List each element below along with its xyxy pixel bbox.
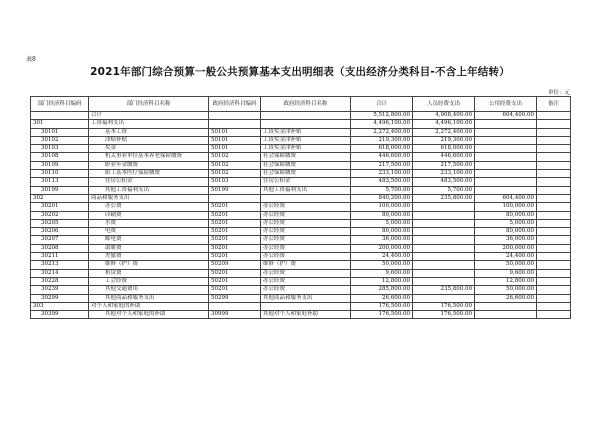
table-cell [475,128,537,136]
table-cell [537,194,571,202]
table-cell: 604,400.00 [475,194,537,202]
table-row [31,228,571,236]
table-cell: 维修（护）费 [89,261,209,269]
table-cell: 30999 [209,311,261,319]
table-cell: 其他对个人和家庭补助 [261,311,351,319]
table-cell: 50201 [209,277,261,285]
table-cell [537,211,571,219]
table-row [31,128,571,136]
table-cell [209,194,261,202]
table-row [31,302,571,310]
table-cell [31,112,89,120]
table-cell: 50,000.00 [351,261,413,269]
table-row [31,236,571,244]
table-row [31,219,571,227]
table-cell: 30211 [31,253,89,261]
table-cell: 50201 [209,253,261,261]
table-cell: 其他交通费用 [89,286,209,294]
column-header: 备注 [537,97,571,112]
table-cell [261,194,351,202]
table-cell [475,178,537,186]
table-cell [537,161,571,169]
table-cell [537,128,571,136]
table-cell: 50201 [209,203,261,211]
table-cell: 80,000.00 [351,211,413,219]
table-cell: 100,000.00 [351,203,413,211]
table-cell: 80,000.00 [475,228,537,236]
table-cell: 30101 [31,128,89,136]
table-cell: 36,000.00 [475,236,537,244]
table-cell: 9,600.00 [475,269,537,277]
table-cell: 50199 [209,186,261,194]
column-header: 部门经济科目编码 [31,97,89,112]
table-cell: 618,000.00 [413,145,475,153]
table-cell: 50201 [209,219,261,227]
table-cell: 176,500.00 [351,302,413,310]
table-cell [261,302,351,310]
table-cell: 30299 [31,294,89,302]
table-cell: 办公经费 [261,253,351,261]
table-cell: 办公经费 [261,211,351,219]
table-cell: 2,272,400.00 [413,128,475,136]
table-cell [475,161,537,169]
table-cell [537,219,571,227]
table-cell: 社会保障缴费 [261,161,351,169]
table-cell: 30399 [31,311,89,319]
table-row [31,186,571,194]
table-cell: 5,000.00 [475,219,537,227]
column-header: 合计 [351,97,413,112]
table-cell [475,153,537,161]
table-row [31,145,571,153]
table-cell: 30110 [31,170,89,178]
table-row [31,170,571,178]
table-row [31,311,571,319]
column-header: 政府经济科目名称 [261,97,351,112]
table-cell: 4,908,400.00 [413,112,475,120]
table-cell: 217,500.00 [413,161,475,169]
column-header: 人员经费支出 [413,97,475,112]
table-cell: 235,800.00 [413,194,475,202]
table-cell: 工资福利支出 [89,120,209,128]
table-cell [413,261,475,269]
table-cell: 50101 [209,145,261,153]
table-cell: 办公费 [89,203,209,211]
table-cell: 483,500.00 [351,178,413,186]
table-cell: 219,300.00 [413,136,475,144]
table-cell [413,253,475,261]
table-cell: 176,500.00 [351,311,413,319]
table-cell: 办公经费 [261,269,351,277]
table-cell: 840,200.00 [351,194,413,202]
table-cell: 4,496,100.00 [413,120,475,128]
header-row [31,97,571,112]
table-cell: 50209 [209,261,261,269]
table-row [31,253,571,261]
table-cell: 办公经费 [261,277,351,285]
table-cell: 其他对个人和家庭的补助 [89,311,209,319]
table-cell: 30207 [31,236,89,244]
table-cell: 618,000.00 [351,145,413,153]
table-cell: 50101 [209,136,261,144]
table-row [31,153,571,161]
table-cell: 津贴补贴 [89,136,209,144]
table-cell: 50201 [209,228,261,236]
table-cell: 社会保障缴费 [261,153,351,161]
table-cell: 电费 [89,228,209,236]
table-cell: 其他商品和服务支出 [89,294,209,302]
table-cell: 36,000.00 [351,236,413,244]
table-cell: 24,400.00 [475,253,537,261]
table-cell: 职工基本医疗保险缴费 [89,170,209,178]
table-cell: 200,000.00 [475,244,537,252]
table-cell [413,203,475,211]
table-cell [475,186,537,194]
table-cell: 其他工资福利支出 [261,186,351,194]
table-cell [261,112,351,120]
table-cell: 其他工资福利支出 [89,186,209,194]
table-cell [413,236,475,244]
table-body [31,112,571,319]
table-cell: 其他商品和服务支出 [261,294,351,302]
table-cell [413,244,475,252]
table-cell: 50101 [209,128,261,136]
table-cell: 办公经费 [261,228,351,236]
table-number: 表8 [26,56,36,63]
table-cell: 26,600.00 [351,294,413,302]
table-cell: 30202 [31,211,89,219]
table-cell [537,120,571,128]
table-cell [537,286,571,294]
table-cell: 30108 [31,153,89,161]
table-cell [537,203,571,211]
table-cell [413,228,475,236]
table-cell: 办公经费 [261,236,351,244]
table-cell: 50,000.00 [475,286,537,294]
table-cell: 50,000.00 [475,261,537,269]
column-header: 部门经济科目名称 [89,97,209,112]
table-cell: 住房公积金 [89,178,209,186]
table-cell: 80,000.00 [351,228,413,236]
table-row [31,136,571,144]
table-cell: 604,400.00 [475,112,537,120]
table-cell [209,302,261,310]
table-row [31,277,571,285]
table-cell [537,261,571,269]
column-header: 公用经费支出 [475,97,537,112]
table-cell: 5,700.00 [351,186,413,194]
table-cell: 26,600.00 [475,294,537,302]
table-cell: 住房公积金 [261,178,351,186]
table-cell [261,120,351,128]
table-cell: 印刷费 [89,211,209,219]
table-cell: 50103 [209,178,261,186]
table-cell: 30213 [31,261,89,269]
table-cell [537,294,571,302]
table-cell [537,186,571,194]
table-row [31,112,571,120]
table-cell: 基本工资 [89,128,209,136]
table-cell [537,170,571,178]
table-cell: 30113 [31,178,89,186]
table-row [31,269,571,277]
table-cell: 50102 [209,161,261,169]
table-cell: 办公经费 [261,219,351,227]
table-cell: 50201 [209,236,261,244]
table-cell: 办公经费 [261,286,351,294]
table-cell [413,211,475,219]
table-cell: 446,600.00 [351,153,413,161]
table-cell [537,153,571,161]
table-row [31,261,571,269]
table-cell: 24,400.00 [351,253,413,261]
table-cell: 30214 [31,269,89,277]
table-cell [209,120,261,128]
table-cell: 商品和服务支出 [89,194,209,202]
table-cell: 办公经费 [261,244,351,252]
table-cell: 301 [31,120,89,128]
table-cell [537,178,571,186]
table-cell: 235,800.00 [413,286,475,294]
table-cell: 302 [31,194,89,202]
table-cell: 4,496,100.00 [351,120,413,128]
table-cell: 租赁费 [89,269,209,277]
table-cell: 5,512,800.00 [351,112,413,120]
table-cell [537,277,571,285]
table-cell: 30206 [31,228,89,236]
table-cell: 差旅费 [89,253,209,261]
table-cell: 100,000.00 [475,203,537,211]
column-header: 政府经济科目编码 [209,97,261,112]
table-cell [475,302,537,310]
table-row [31,194,571,202]
table-row [31,211,571,219]
table-cell: 30109 [31,161,89,169]
table-cell: 职业年金缴费 [89,161,209,169]
table-cell [537,145,571,153]
table-cell: 办公经费 [261,203,351,211]
table-cell: 5,700.00 [413,186,475,194]
table-cell: 2,272,400.00 [351,128,413,136]
table-cell [537,228,571,236]
table-cell: 维修（护）费 [261,261,351,269]
table-cell: 219,300.00 [351,136,413,144]
table-row [31,120,571,128]
table-cell: 工会经费 [89,277,209,285]
table-cell [475,311,537,319]
table-cell: 奖金 [89,145,209,153]
table-cell [537,302,571,310]
table-row [31,294,571,302]
table-cell: 50201 [209,211,261,219]
table-cell: 233,100.00 [351,170,413,178]
table-cell: 30103 [31,145,89,153]
table-cell [413,277,475,285]
table-cell [413,219,475,227]
table-cell: 30199 [31,186,89,194]
page-title: 2021年部门综合预算一般公共预算基本支出明细表（支出经济分类科目-不含上年结转） [90,66,510,78]
table-cell: 50201 [209,269,261,277]
table-row [31,286,571,294]
table-cell: 工资奖金津补贴 [261,128,351,136]
table-cell: 483,500.00 [413,178,475,186]
table-row [31,161,571,169]
table-cell [537,236,571,244]
table-cell: 30201 [31,203,89,211]
table-cell: 30208 [31,244,89,252]
table-cell: 30205 [31,219,89,227]
table-cell: 工资奖金津补贴 [261,145,351,153]
table-cell: 233,100.00 [413,170,475,178]
table-cell [475,136,537,144]
table-cell: 12,800.00 [475,277,537,285]
table-cell: 对个人和家庭的补助 [89,302,209,310]
table-cell [537,136,571,144]
unit-label: 单位：元 [547,90,570,96]
table-cell: 176,500.00 [413,311,475,319]
table-cell: 446,600.00 [413,153,475,161]
table-cell [413,269,475,277]
table-cell [475,145,537,153]
table-cell: 合计 [89,112,209,120]
table-cell [537,269,571,277]
table-cell [475,120,537,128]
table-cell: 200,000.00 [351,244,413,252]
table-cell: 5,000.00 [351,219,413,227]
table-cell: 社会保障缴费 [261,170,351,178]
table-cell: 邮电费 [89,236,209,244]
table-cell: 30102 [31,136,89,144]
table-cell: 工资奖金津补贴 [261,136,351,144]
table-cell: 9,600.00 [351,269,413,277]
table-row [31,178,571,186]
table-cell [537,311,571,319]
table-cell [537,244,571,252]
table-cell: 50102 [209,153,261,161]
table-cell [413,294,475,302]
table-cell: 217,500.00 [351,161,413,169]
table-cell: 50102 [209,170,261,178]
table-cell [209,112,261,120]
table-cell: 50299 [209,294,261,302]
table-cell: 285,800.00 [351,286,413,294]
table-cell [537,112,571,120]
table-cell [475,170,537,178]
table-cell: 50201 [209,244,261,252]
table-cell: 水费 [89,219,209,227]
table-cell: 30228 [31,277,89,285]
table-cell: 303 [31,302,89,310]
table-cell: 50201 [209,286,261,294]
table-row [31,244,571,252]
table-cell: 176,500.00 [413,302,475,310]
table-cell: 12,800.00 [351,277,413,285]
table-cell: 取暖费 [89,244,209,252]
table-cell: 80,000.00 [475,211,537,219]
table-cell: 30239 [31,286,89,294]
table-cell: 机关事业单位基本养老保险缴费 [89,153,209,161]
table-cell [537,253,571,261]
budget-table [30,96,571,319]
table-row [31,203,571,211]
